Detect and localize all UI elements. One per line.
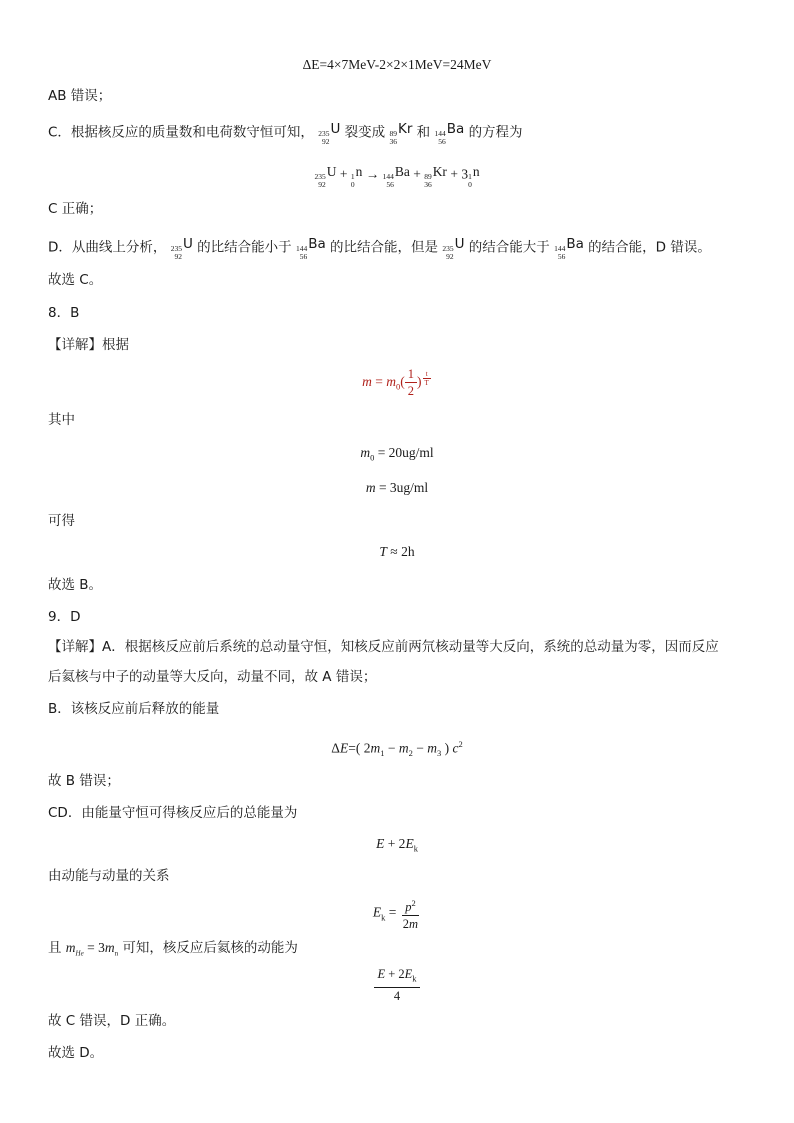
- helium-kinetic-energy-formula: $\frac{E + 2E_k}{4}$: [0, 966, 794, 1002]
- d-nuclide-ba144: 144 56 Ba: [295, 236, 326, 261]
- b-wrong-text: 故 B 错误；: [48, 773, 120, 789]
- kinetic-momentum-formula: $E_k$ = $\frac{p^2}{2m}$: [0, 895, 794, 931]
- d-paragraph: [48, 234, 746, 261]
- c-intro-text-2: 裂变成: [344, 124, 386, 141]
- fission-equation: [0, 162, 794, 189]
- eq-u235: 235 92 U: [314, 164, 337, 189]
- plus-sign-3: +: [450, 166, 458, 182]
- half-life-expression: $m = m_0$( $\frac{1}{2}$ ) $^{\frac{t}{T}}$: [362, 367, 429, 398]
- choose-c-text: 故选 C。: [48, 272, 103, 288]
- detail-9-line-2: 后氦核与中子的动量等大反向，动量不同，故 A 错误；: [48, 669, 377, 685]
- ek-relation-text: 由动能与动量的关系: [48, 868, 170, 884]
- d-nuclide-u235-2: 235 92 U: [442, 236, 465, 261]
- t-equation: T ≈ 2h: [379, 544, 415, 559]
- nuclide-kr89: 89 36 Kr: [389, 121, 413, 146]
- mass-ratio-expression: $m_{He} = 3m_n$: [65, 940, 119, 958]
- d-text-3: 的比结合能，但是: [330, 239, 439, 256]
- d-nuclide-ba144-2: 144 56 Ba: [554, 236, 584, 261]
- eq-ba144: 144 56 Ba: [382, 164, 410, 189]
- d-text-1: D．从曲线上分析，: [48, 239, 167, 256]
- c-intro-paragraph: [48, 119, 746, 146]
- total-energy-expression: $E + 2E_k$: [376, 836, 418, 854]
- t-value: ≈ 2h: [390, 544, 415, 559]
- detail-8-label: 【详解】根据: [48, 337, 129, 353]
- cd-energy-text: CD．由能量守恒可得核反应后的总能量为: [48, 805, 298, 821]
- qizhong-text: 其中: [48, 412, 75, 428]
- equation-delta-e-binding: [0, 55, 794, 75]
- ab-wrong-text: AB 错误；: [48, 88, 112, 104]
- eq-kr89: 89 36 Kr: [424, 164, 447, 189]
- question-8-answer: 8．B: [48, 305, 80, 321]
- c-correct-text: C 正确；: [48, 201, 103, 217]
- m-value: = 3ug/ml: [378, 480, 429, 495]
- eq-neutron: 1 0 n: [350, 164, 363, 189]
- nuclide-ba144: 144 56 Ba: [434, 121, 465, 146]
- choose-d-text: 故选 D。: [48, 1045, 104, 1061]
- m0-equation: $m_0 = 20ug/ml$: [360, 445, 434, 463]
- c-intro-text-3: 和: [416, 124, 431, 141]
- m-equation: m = 3ug/ml: [365, 480, 429, 495]
- plus-sign-2: +: [413, 166, 421, 182]
- b-release-text: B．该核反应前后释放的能量: [48, 701, 220, 717]
- d-text-5: 的结合能，D 错误。: [588, 239, 711, 256]
- eq-neutrons: 1 0 n: [468, 164, 480, 189]
- c-intro-text: C．根据核反应的质量数和电荷数守恒可知，: [48, 124, 314, 141]
- d-nuclide-u235: 235 92 U: [170, 236, 193, 261]
- helium-energy-text: 可知，核反应后氦核的动能为: [122, 940, 298, 956]
- mass-relation-paragraph: [48, 938, 746, 964]
- choose-b-text: 故选 B。: [48, 577, 103, 593]
- kede-text: 可得: [48, 513, 75, 529]
- nuclide-u235: 235 92 U: [318, 121, 341, 146]
- d-text-4: 的结合能大于: [468, 239, 550, 256]
- coefficient-three: 3: [461, 166, 469, 182]
- c-intro-text-4: 的方程为: [468, 124, 523, 141]
- plus-sign: +: [339, 166, 348, 182]
- d-text-2: 的比结合能小于: [197, 239, 292, 256]
- equation-text: ΔE=4×7MeV-2×2×1MeV=24MeV: [302, 57, 492, 72]
- question-9-answer: 9．D: [48, 609, 81, 625]
- half-life-formula: [0, 366, 794, 396]
- and-text: 且: [48, 940, 62, 956]
- m0-value: = 20ug/ml: [377, 445, 434, 460]
- c-wrong-d-right-text: 故 C 错误，D 正确。: [48, 1013, 176, 1029]
- energy-release-equation: ΔE=( $2m_1 - m_2 - m_3$ ) $c^2$: [331, 739, 463, 759]
- arrow-sign: →: [365, 166, 380, 182]
- detail-9-line-1: 【详解】A．根据核反应前后系统的总动量守恒，知核反应前两氘核动量等大反向，系统的总动量为零，因而反应: [48, 639, 719, 655]
